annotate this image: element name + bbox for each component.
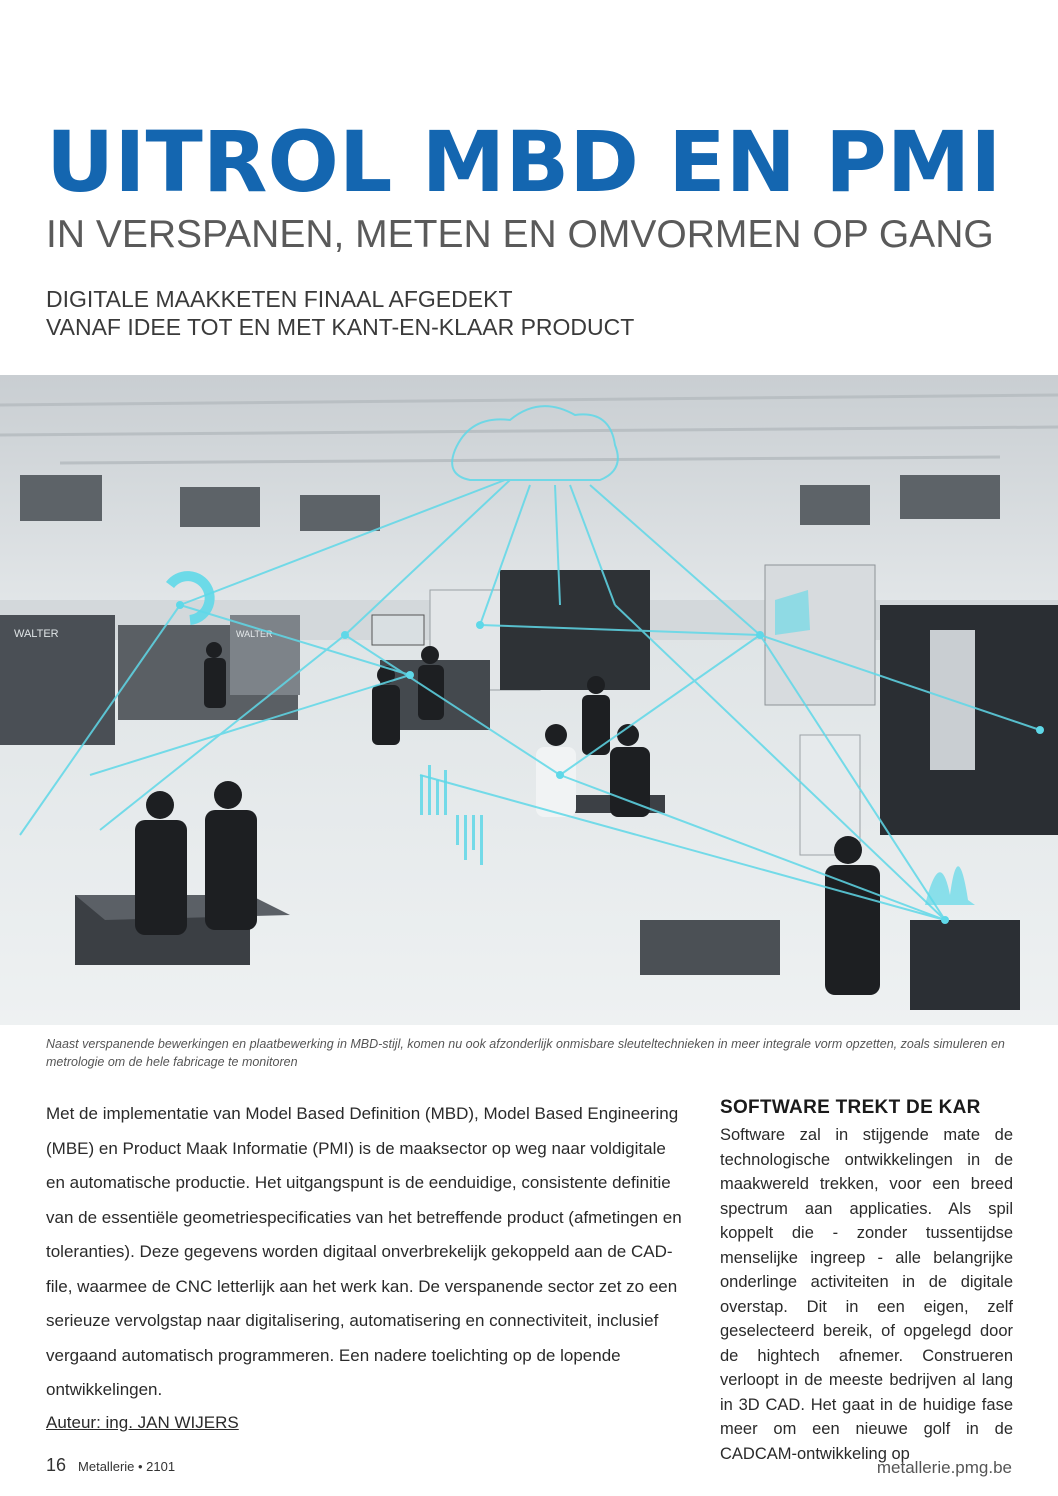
- kicker-line-2: VANAF IDEE TOT EN MET KANT-EN-KLAAR PRODUCT: [46, 314, 635, 340]
- machine-left: [0, 615, 115, 745]
- author-link[interactable]: Auteur: ing. JAN WIJERS: [46, 1413, 239, 1432]
- sidebar-body: Software zal in stijgende mate de technologische ontwikkelingen in de maakwereld trekken, voor een breed spectrum aan applicaties. Als spil koppelt die - zonder tussentijdse menselijke ingreep - alle belangrijke onderlinge activiteiten in de digitale overstap. Dit in een eigen, zelf geselecteerd bereik, of opgelegd door de hightech afnemer. Construeren verloopt in de meeste bedrijven al lang in 3D CAD. Het gaat in de huidige fase meer om een nieuwe golf in de CADCAM-ontwikkeling op: [720, 1126, 1013, 1463]
- article-title: UITROL MBD EN PMI: [46, 113, 1002, 211]
- page-footer: [46, 1455, 175, 1476]
- publication-name: Metallerie • 2101: [78, 1459, 176, 1474]
- kicker-line-1: DIGITALE MAAKKETEN FINAAL AFGEDEKT: [46, 286, 513, 312]
- page-number: 16: [46, 1455, 67, 1475]
- walter-sign-left: WALTER: [14, 628, 59, 640]
- factory-illustration: [0, 375, 1058, 1025]
- hero-photo: [0, 375, 1058, 1025]
- sidebar-heading: SOFTWARE TREKT DE KAR: [720, 1097, 981, 1118]
- article-kicker: [46, 285, 634, 341]
- walter-sign-center: WALTER: [236, 629, 273, 639]
- website-link[interactable]: metallerie.pmg.be: [876, 1458, 1012, 1477]
- photo-caption: Naast verspanende bewerkingen en plaatbewerking in MBD-stijl, komen nu ook afzonderlijk onmisbare sleuteltechnieken in meer integrale vorm opzetten, zoals simuleren en metrologie om de hele fabricage te monitoren: [46, 1037, 1005, 1069]
- article-subtitle: IN VERSPANEN, METEN EN OMVORMEN OP GANG: [46, 213, 994, 256]
- article-intro: Met de implementatie van Model Based Definition (MBD), Model Based Engineering (MBE) en Product Maak Informatie (PMI) is de maaksector op weg naar voldigitale en automatische productie. Het uitgangspunt is de eenduidige, consistente definitie van de essentiële geometriespecificaties van het betreffende product (afmetingen en toleranties). Deze gegevens worden digitaal onverbrekelijk gekoppeld aan de CAD-file, waarmee de CNC letterlijk aan het werk kan. De verspanende sector zet zo een serieuze vervolgstap naar digitalisering, automatisering en connectiviteit, inclusief vergaand automatisch programmeren. Een nadere toelichting op de lopende ontwikkelingen.: [46, 1104, 682, 1399]
- control-panel: [910, 920, 1020, 1010]
